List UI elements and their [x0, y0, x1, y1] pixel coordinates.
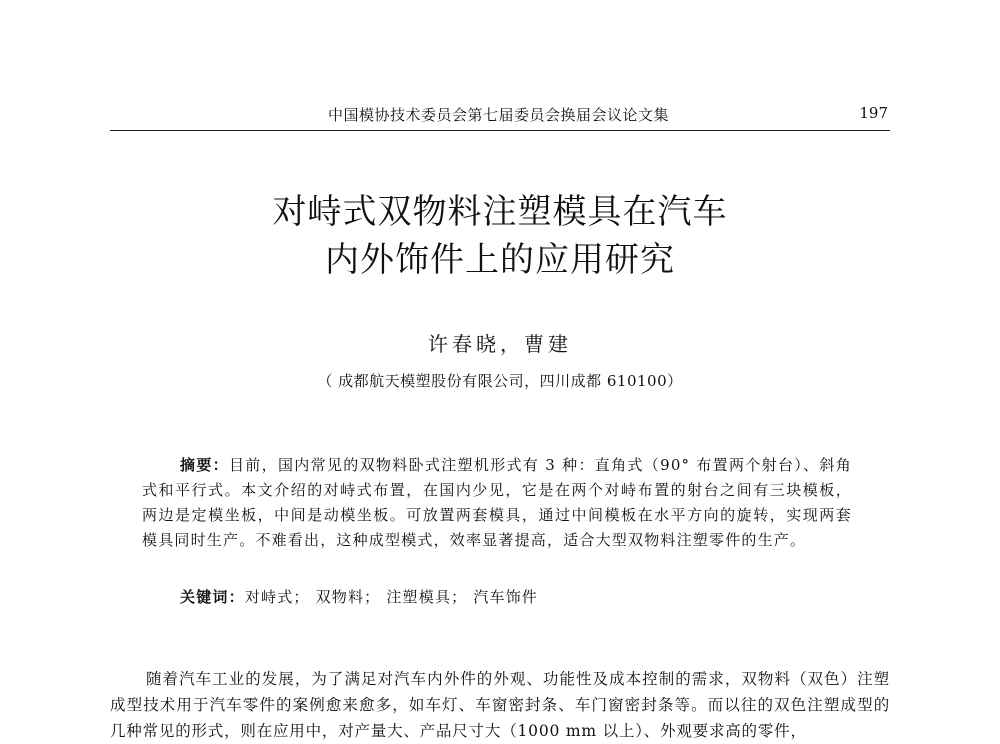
abstract-label: 摘要： [180, 456, 229, 474]
abstract-text: 目前，国内常见的双物料卧式注塑机形式有 3 种：直角式（90° 布置两个射台）、斜角式和平行式。本文介绍的对峙式布置，在国内少见，它是在两个对峙布置的射台之间有三块模板，两边是定模坐板，中间是动模坐板。可放置两套模具，通过中间模板在水平方向的旋转，实现两套模具同时生产。不难看出，这种成型模式，效率显著提高，适合大型双物料注塑零件的生产。 [142, 456, 852, 549]
abstract [142, 453, 852, 553]
running-header [110, 104, 890, 131]
keywords [180, 586, 538, 607]
title-line-2: 内外饰件上的应用研究 [325, 240, 675, 280]
authors: 许春晓，曹建 [428, 332, 572, 356]
body-text [110, 666, 890, 744]
keywords-label: 关键词： [180, 588, 245, 606]
body-paragraph-1: 随着汽车工业的发展，为了满足对汽车内外件的外观、功能性及成本控制的需求，双物料（双色）注塑成型技术用于汽车零件的案例愈来愈多，如车灯、车窗密封条、车门窗密封条等。而以往的双色注塑成型的几种常见的形式，则在应用中，对产量大、产品尺寸大（1000 mm 以上）、外观要求高的零件， [110, 670, 890, 740]
page-number: 197 [859, 104, 888, 122]
paper-title [0, 188, 1000, 284]
journal-title: 中国模协技术委员会第七届委员会换届会议论文集 [328, 106, 670, 124]
affiliation: （ 成都航天模塑股份有限公司，四川成都 610100） [317, 372, 683, 390]
title-line-1: 对峙式双物料注塑模具在汽车 [272, 192, 728, 232]
keywords-text: 对峙式； 双物料； 注塑模具； 汽车饰件 [244, 588, 539, 606]
